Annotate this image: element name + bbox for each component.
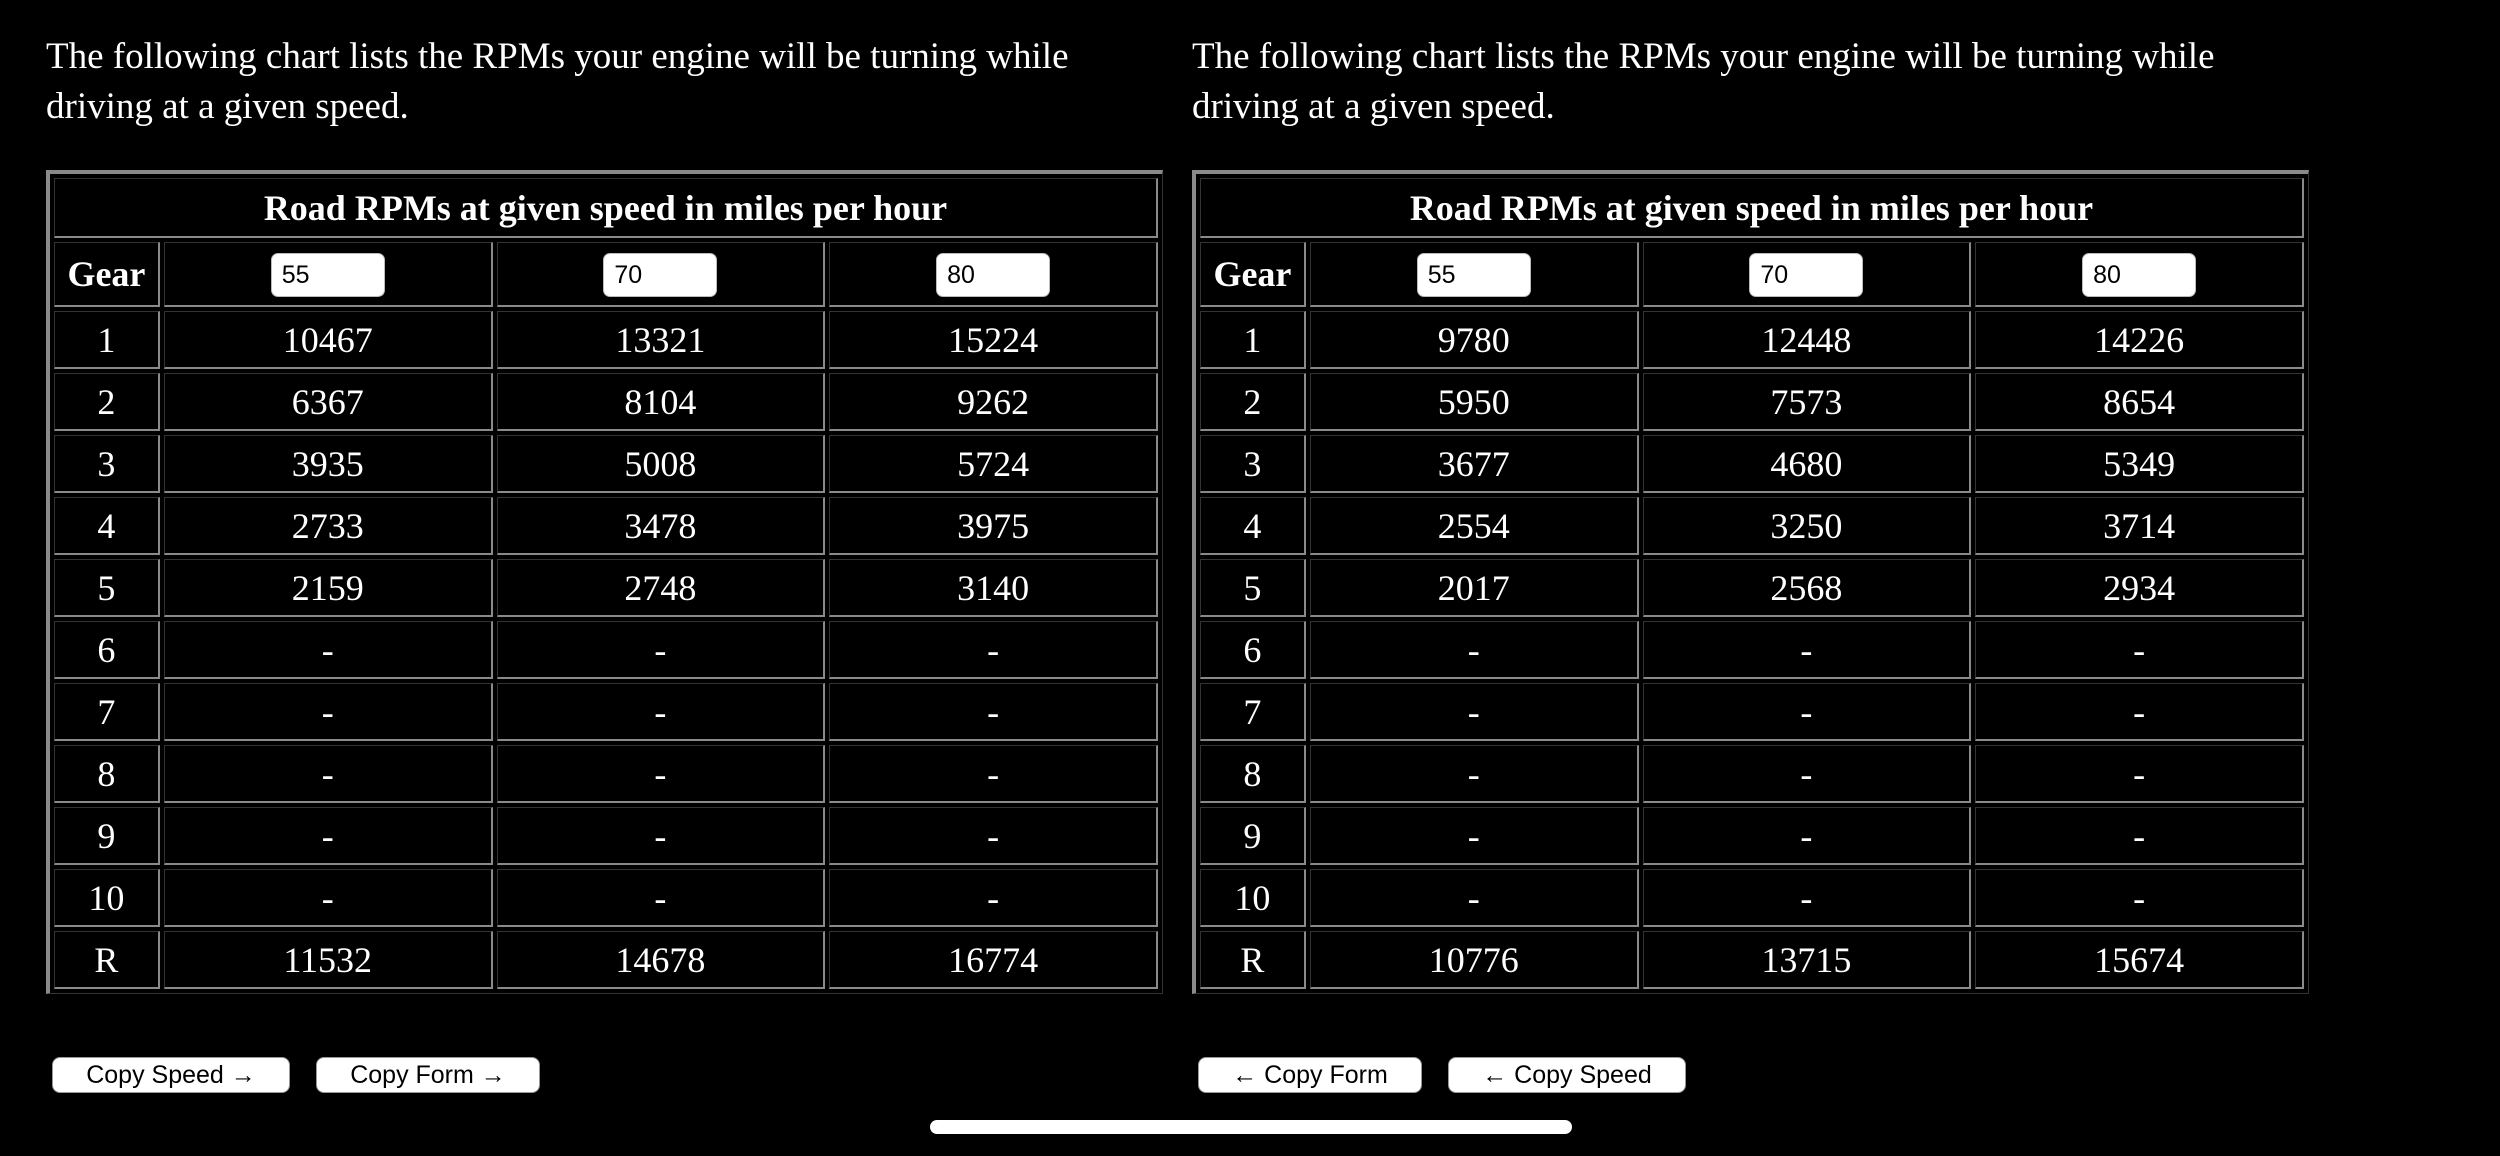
- table-title: Road RPMs at given speed in miles per hour: [54, 178, 1158, 238]
- table-row: [54, 745, 1158, 803]
- table-row: [54, 683, 1158, 741]
- gear-cell: 7: [54, 683, 160, 741]
- rpm-cell: -: [497, 807, 826, 865]
- gear-header: Gear: [1200, 242, 1306, 307]
- rpm-cell: 7573: [1643, 373, 1972, 431]
- rpm-cell: 2017: [1310, 559, 1639, 617]
- rpm-cell: -: [829, 869, 1158, 927]
- speed-input-3[interactable]: [936, 253, 1050, 297]
- rpm-cell: -: [164, 807, 493, 865]
- gear-cell: 8: [1200, 745, 1306, 803]
- speed-input-1[interactable]: [1417, 253, 1531, 297]
- rpm-cell: 3714: [1975, 497, 2304, 555]
- rpm-cell: -: [1975, 807, 2304, 865]
- table-row: [1200, 559, 2304, 617]
- rpm-cell: -: [1975, 745, 2304, 803]
- table-row: [1200, 807, 2304, 865]
- rpm-cell: 16774: [829, 931, 1158, 989]
- rpm-cell: -: [497, 745, 826, 803]
- table-row: [54, 807, 1158, 865]
- rpm-cell: 9262: [829, 373, 1158, 431]
- table-row: [54, 497, 1158, 555]
- rpm-cell: -: [497, 869, 826, 927]
- table-row: [54, 621, 1158, 679]
- table-row: [54, 435, 1158, 493]
- rpm-cell: 3975: [829, 497, 1158, 555]
- speed-input-3[interactable]: [2082, 253, 2196, 297]
- speed-input-2[interactable]: [1749, 253, 1863, 297]
- table-row: [1200, 621, 2304, 679]
- rpm-cell: 13715: [1643, 931, 1972, 989]
- rpm-cell: 10776: [1310, 931, 1639, 989]
- gear-cell: 5: [54, 559, 160, 617]
- gear-cell: 9: [54, 807, 160, 865]
- gear-header: Gear: [54, 242, 160, 307]
- table-row: [54, 869, 1158, 927]
- rpm-table-right: [1192, 170, 2309, 994]
- rpm-cell: -: [1975, 683, 2304, 741]
- gear-cell: 2: [1200, 373, 1306, 431]
- rpm-cell: -: [1310, 621, 1639, 679]
- left-button-row: [52, 1057, 540, 1093]
- table-row: [1200, 497, 2304, 555]
- gear-cell: 2: [54, 373, 160, 431]
- rpm-cell: 3677: [1310, 435, 1639, 493]
- gear-cell: 8: [54, 745, 160, 803]
- rpm-cell: -: [164, 621, 493, 679]
- rpm-cell: -: [1975, 869, 2304, 927]
- rpm-cell: -: [164, 869, 493, 927]
- table-row: [1200, 311, 2304, 369]
- rpm-cell: -: [1975, 621, 2304, 679]
- rpm-cell: 2733: [164, 497, 493, 555]
- table-row: [1200, 683, 2304, 741]
- rpm-cell: 3478: [497, 497, 826, 555]
- rpm-cell: 12448: [1643, 311, 1972, 369]
- rpm-cell: -: [829, 621, 1158, 679]
- gear-cell: R: [1200, 931, 1306, 989]
- rpm-table-left: [46, 170, 1163, 994]
- table-row: [1200, 373, 2304, 431]
- gear-cell: R: [54, 931, 160, 989]
- rpm-cell: -: [829, 683, 1158, 741]
- gear-cell: 3: [54, 435, 160, 493]
- rpm-cell: 13321: [497, 311, 826, 369]
- speed-input-2[interactable]: [603, 253, 717, 297]
- gear-cell: 10: [1200, 869, 1306, 927]
- speed-header-2: [497, 242, 826, 307]
- table-row: [54, 931, 1158, 989]
- gear-cell: 7: [1200, 683, 1306, 741]
- home-indicator: [930, 1120, 1572, 1134]
- rpm-cell: 8104: [497, 373, 826, 431]
- gear-cell: 1: [54, 311, 160, 369]
- table-row: [54, 311, 1158, 369]
- rpm-cell: 3250: [1643, 497, 1972, 555]
- gear-cell: 6: [1200, 621, 1306, 679]
- rpm-cell: 2934: [1975, 559, 2304, 617]
- copy-form-left-button[interactable]: ← Copy Form: [1198, 1057, 1422, 1093]
- rpm-cell: 3935: [164, 435, 493, 493]
- rpm-cell: -: [829, 807, 1158, 865]
- rpm-cell: -: [829, 745, 1158, 803]
- table-row: [1200, 745, 2304, 803]
- rpm-cell: -: [497, 683, 826, 741]
- intro-text: The following chart lists the RPMs your engine will be turning while driving at a given speed.: [46, 36, 1069, 127]
- rpm-cell: 2748: [497, 559, 826, 617]
- speed-header-1: [1310, 242, 1639, 307]
- speed-header-2: [1643, 242, 1972, 307]
- rpm-cell: -: [1643, 683, 1972, 741]
- rpm-cell: -: [1643, 621, 1972, 679]
- copy-form-right-button[interactable]: Copy Form →: [316, 1057, 540, 1093]
- rpm-cell: 4680: [1643, 435, 1972, 493]
- rpm-cell: 5724: [829, 435, 1158, 493]
- speed-input-1[interactable]: [271, 253, 385, 297]
- speed-header-3: [1975, 242, 2304, 307]
- rpm-cell: 9780: [1310, 311, 1639, 369]
- copy-speed-right-button[interactable]: Copy Speed →: [52, 1057, 290, 1093]
- rpm-cell: 10467: [164, 311, 493, 369]
- rpm-cell: 2159: [164, 559, 493, 617]
- right-button-row: [1198, 1057, 1686, 1093]
- rpm-cell: 14226: [1975, 311, 2304, 369]
- rpm-cell: -: [164, 745, 493, 803]
- rpm-cell: 5008: [497, 435, 826, 493]
- intro-text: The following chart lists the RPMs your engine will be turning while driving at a given speed.: [1192, 36, 2215, 127]
- gear-cell: 3: [1200, 435, 1306, 493]
- rpm-cell: 8654: [1975, 373, 2304, 431]
- table-row: [54, 559, 1158, 617]
- rpm-cell: 6367: [164, 373, 493, 431]
- rpm-cell: -: [1643, 869, 1972, 927]
- rpm-cell: 2568: [1643, 559, 1972, 617]
- rpm-cell: 14678: [497, 931, 826, 989]
- rpm-cell: -: [1310, 869, 1639, 927]
- rpm-cell: -: [1310, 807, 1639, 865]
- rpm-cell: 5349: [1975, 435, 2304, 493]
- table-row: [1200, 931, 2304, 989]
- copy-speed-left-button[interactable]: ← Copy Speed: [1448, 1057, 1686, 1093]
- table-row: [1200, 435, 2304, 493]
- table-row: [1200, 869, 2304, 927]
- rpm-cell: -: [1643, 807, 1972, 865]
- gear-cell: 10: [54, 869, 160, 927]
- rpm-cell: -: [1310, 683, 1639, 741]
- rpm-cell: 5950: [1310, 373, 1639, 431]
- gear-cell: 4: [1200, 497, 1306, 555]
- speed-header-3: [829, 242, 1158, 307]
- gear-cell: 6: [54, 621, 160, 679]
- rpm-cell: -: [164, 683, 493, 741]
- gear-cell: 9: [1200, 807, 1306, 865]
- rpm-cell: 15224: [829, 311, 1158, 369]
- speed-header-1: [164, 242, 493, 307]
- table-title: Road RPMs at given speed in miles per hour: [1200, 178, 2304, 238]
- gear-cell: 5: [1200, 559, 1306, 617]
- rpm-cell: 15674: [1975, 931, 2304, 989]
- gear-cell: 1: [1200, 311, 1306, 369]
- rpm-cell: 11532: [164, 931, 493, 989]
- rpm-cell: 2554: [1310, 497, 1639, 555]
- table-row: [54, 373, 1158, 431]
- rpm-cell: -: [1310, 745, 1639, 803]
- rpm-cell: -: [497, 621, 826, 679]
- rpm-cell: -: [1643, 745, 1972, 803]
- gear-cell: 4: [54, 497, 160, 555]
- rpm-cell: 3140: [829, 559, 1158, 617]
